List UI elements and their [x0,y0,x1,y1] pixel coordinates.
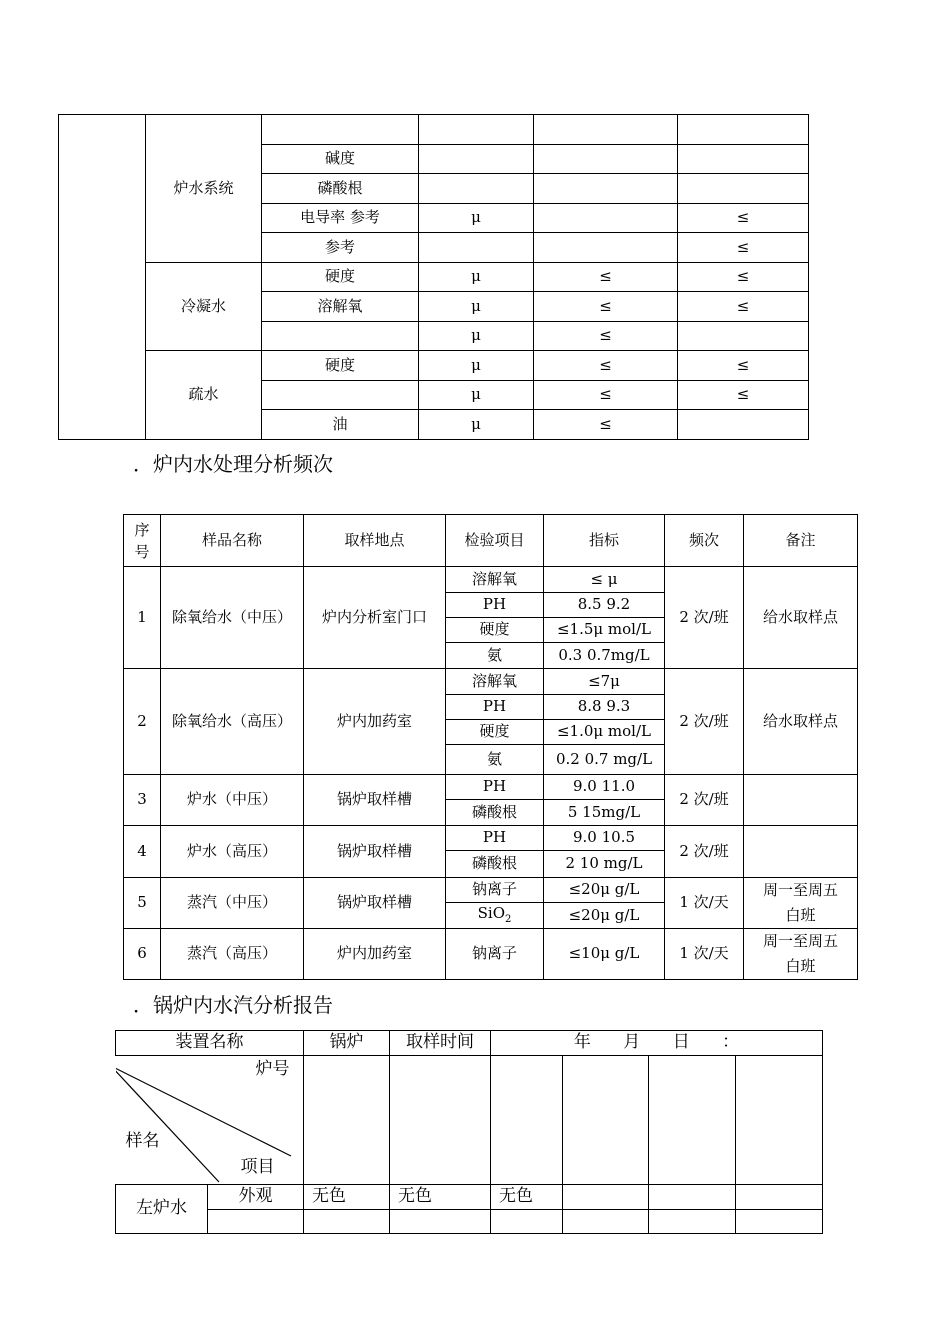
spec-cell: 8.5 9.2 [544,593,665,618]
report-data-row [116,1185,823,1210]
item-cell: PH [446,593,544,618]
table-water-quality-standards [58,114,809,440]
seq-cell: 6 [124,929,161,980]
item-cell [262,380,419,410]
item-cell: PH [446,826,544,851]
item-cell: 硬度 [446,720,544,745]
header-remark: 备注 [744,515,858,567]
remark-cell: 周一至周五白班 [744,929,858,980]
seq-cell: 1 [124,567,161,669]
empty-cell [563,1185,649,1210]
value-cell: ≤ [534,351,678,381]
value-cell [534,115,678,145]
freq-cell: 2 次/班 [665,669,744,775]
item-cell: 溶解氧 [446,567,544,593]
remark-cell [744,826,858,878]
spec-cell: 9.0 11.0 [544,775,665,800]
item-cell: 氨 [446,643,544,669]
time-label: 取样时间 [390,1031,491,1056]
item-cell: 溶解氧 [262,292,419,322]
spec-cell: 2 10 mg/L [544,851,665,878]
location-cell: 炉内分析室门口 [304,567,446,669]
value-cell [534,174,678,204]
header-item: 检验项目 [446,515,544,567]
seq-cell: 3 [124,775,161,826]
freq-cell: 2 次/班 [665,567,744,669]
item-cell: 磷酸根 [446,800,544,826]
value-cell: ≤ [678,203,809,233]
spec-cell: ≤ μ [544,567,665,593]
location-cell: 炉内加药室 [304,929,446,980]
sample-cell: 左炉水 [116,1185,208,1234]
table-row [59,115,809,145]
section-heading-report: ．锅炉内水汽分析报告 [133,993,333,1017]
remark-cell: 给水取样点 [744,669,858,775]
seq-cell: 5 [124,878,161,929]
freq-cell: 2 次/班 [665,775,744,826]
value-cell [534,144,678,174]
empty-cell [563,1210,649,1234]
value-cell [678,144,809,174]
spec-cell: ≤20μ g/L [544,903,665,929]
value-cell [419,233,534,263]
table-analysis-frequency [123,514,858,980]
item-cell: 硬度 [262,351,419,381]
header-name: 样品名称 [161,515,304,567]
item-cell: 参考 [262,233,419,263]
table-row [124,775,858,800]
empty-cell [736,1185,823,1210]
value-cell: ≤ [534,380,678,410]
item-cell: 碱度 [262,144,419,174]
empty-cell [491,1056,563,1185]
sample-name-label: 样名 [125,1131,160,1151]
item-cell: 磷酸根 [262,174,419,204]
value-cell: ≤ [678,380,809,410]
item-cell: 钠离子 [446,929,544,980]
table-row [124,929,858,980]
seq-cell: 4 [124,826,161,878]
sample-name-cell: 蒸汽（高压） [161,929,304,980]
value-cell [534,233,678,263]
spec-cell: ≤1.0μ mol/L [544,720,665,745]
remark-cell: 给水取样点 [744,567,858,669]
freq-cell: 1 次/天 [665,929,744,980]
table-analysis-report [115,1030,823,1234]
value-cell [678,174,809,204]
value-cell: μ [419,351,534,381]
header-freq: 频次 [665,515,744,567]
value-cell [419,174,534,204]
remark-cell: 周一至周五白班 [744,878,858,929]
value-cell: ≤ [678,233,809,263]
spec-cell: ≤1.5μ mol/L [544,618,665,643]
diagonal-header-cell [116,1056,304,1185]
furnace-no-label: 炉号 [255,1059,290,1079]
header-spec: 指标 [544,515,665,567]
category-cell [59,115,146,440]
device-label: 装置名称 [116,1031,304,1056]
sample-name-cell: 蒸汽（中压） [161,878,304,929]
value-cell [534,203,678,233]
device-value: 锅炉 [304,1031,390,1056]
remark-cell [744,775,858,826]
item-cell [446,903,544,929]
table-header-row [124,515,858,567]
spec-cell: 8.8 9.3 [544,695,665,720]
report-header-row [116,1031,823,1056]
value-cell [678,410,809,440]
sample-name-cell: 炉水（中压） [161,775,304,826]
sample-name-cell: 除氧给水（中压） [161,567,304,669]
empty-cell [649,1210,736,1234]
spec-cell: 0.2 0.7 mg/L [544,745,665,775]
value-cell: μ [419,262,534,292]
value-cell: 无色 [491,1185,563,1210]
empty-cell [390,1210,491,1234]
spec-cell: ≤10μ g/L [544,929,665,980]
header-seq: 序号 [124,515,161,567]
value-cell [419,115,534,145]
empty-cell [563,1056,649,1185]
empty-cell [304,1056,390,1185]
value-cell: μ [419,203,534,233]
table-row [59,262,809,292]
value-cell: 无色 [304,1185,390,1210]
group-label: 疏水 [146,351,262,440]
value-cell: μ [419,380,534,410]
spec-cell: 9.0 10.5 [544,826,665,851]
value-cell: μ [419,321,534,351]
seq-cell: 2 [124,669,161,775]
value-cell: ≤ [534,410,678,440]
location-cell: 炉内加药室 [304,669,446,775]
report-data-row [116,1210,823,1234]
date-field: 年 月 日 ： [491,1031,823,1056]
item-cell: PH [446,775,544,800]
report-diagonal-row [116,1056,823,1185]
group-label: 炉水系统 [146,115,262,263]
value-cell [678,115,809,145]
item-cell: 磷酸根 [446,851,544,878]
value-cell: 无色 [390,1185,491,1210]
item-cell: 氨 [446,745,544,775]
value-cell: ≤ [678,262,809,292]
diagonal-line-lower [116,1066,219,1182]
item-cell: 油 [262,410,419,440]
item-cell [262,321,419,351]
empty-cell [208,1210,304,1234]
item-cell: 外观 [208,1185,304,1210]
spec-cell: ≤20μ g/L [544,878,665,903]
value-cell: ≤ [534,262,678,292]
freq-cell: 2 次/班 [665,826,744,878]
value-cell [678,321,809,351]
value-cell: ≤ [534,321,678,351]
table-row [124,669,858,695]
spec-cell: ≤7μ [544,669,665,695]
item-cell: 电导率 参考 [262,203,419,233]
location-cell: 锅炉取样槽 [304,775,446,826]
table-row [124,878,858,903]
empty-cell [491,1210,563,1234]
section-heading-frequency: ．炉内水处理分析频次 [133,452,333,476]
sample-name-cell: 除氧给水（高压） [161,669,304,775]
value-cell [419,144,534,174]
empty-cell [390,1056,491,1185]
location-cell: 锅炉取样槽 [304,878,446,929]
location-cell: 锅炉取样槽 [304,826,446,878]
table-row [124,826,858,851]
group-label: 冷凝水 [146,262,262,351]
sio2-label: SiO [477,904,505,923]
item-cell: 钠离子 [446,878,544,903]
empty-cell [304,1210,390,1234]
freq-cell: 1 次/天 [665,878,744,929]
sample-name-cell: 炉水（高压） [161,826,304,878]
value-cell: μ [419,410,534,440]
value-cell: ≤ [678,292,809,322]
empty-cell [649,1056,736,1185]
item-cell [262,115,419,145]
header-location: 取样地点 [304,515,446,567]
item-cell: PH [446,695,544,720]
spec-cell: 0.3 0.7mg/L [544,643,665,669]
empty-cell [736,1056,823,1185]
item-cell: 溶解氧 [446,669,544,695]
value-cell: ≤ [534,292,678,322]
table-row [124,567,858,593]
value-cell: μ [419,292,534,322]
empty-cell [649,1185,736,1210]
table-row [59,351,809,381]
spec-cell: 5 15mg/L [544,800,665,826]
item-cell: 硬度 [262,262,419,292]
item-label: 项目 [240,1157,275,1177]
sio2-subscript: 2 [505,914,512,926]
item-cell: 硬度 [446,618,544,643]
empty-cell [736,1210,823,1234]
value-cell: ≤ [678,351,809,381]
